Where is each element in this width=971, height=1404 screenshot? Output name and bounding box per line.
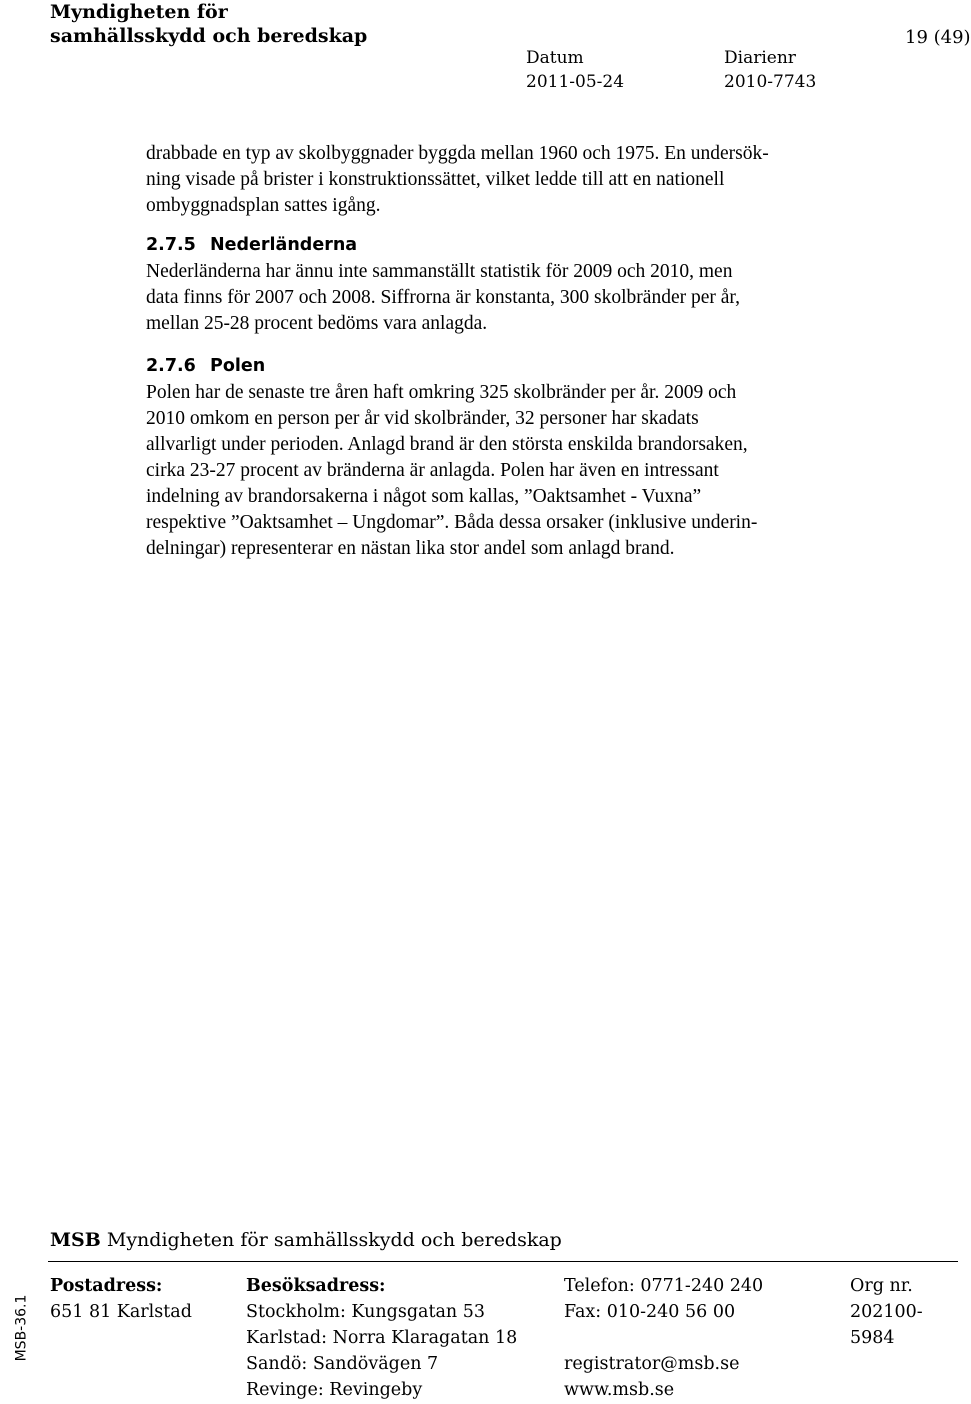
intro-line: ombyggnadsplan sattes igång. xyxy=(146,195,381,216)
paragraph-line: respektive ”Oaktsamhet – Ungdomar”. Båda dessa orsaker (inklusive underin- xyxy=(146,512,758,533)
paragraph-line: data finns för 2007 och 2008. Siffrorna är konstanta, 300 skolbränder per år, xyxy=(146,287,740,308)
footer-divider xyxy=(48,1261,958,1262)
org-name-line2: samhällsskydd och beredskap xyxy=(50,25,368,47)
date-label: Datum xyxy=(526,48,584,68)
paragraph-line: 2010 omkom en person per år vid skolbränder, 32 personer har skadats xyxy=(146,408,699,429)
section-number: 2.7.6 xyxy=(146,356,196,376)
paragraph-line: Polen har de senaste tre åren haft omkring 325 skolbränder per år. 2009 och xyxy=(146,382,737,403)
intro-line: drabbade en typ av skolbyggnader byggda mellan 1960 och 1975. En undersök- xyxy=(146,143,769,164)
page-number: 19 (49) xyxy=(905,27,971,48)
section-title: Polen xyxy=(210,356,266,376)
intro-line: ning visade på brister i konstruktionssättet, vilket ledde till att en nationell xyxy=(146,169,725,190)
paragraph-line: mellan 25-28 procent bedöms vara anlagda. xyxy=(146,313,488,334)
paragraph-line: indelning av brandorsakerna i något som kallas, ”Oaktsamhet - Vuxna” xyxy=(146,486,702,507)
intro-paragraph xyxy=(146,141,806,219)
footer-brand-line xyxy=(50,1227,562,1253)
date-value: 2011-05-24 xyxy=(526,72,625,92)
section-heading-nederlanderna xyxy=(146,233,357,257)
section-number: 2.7.5 xyxy=(146,235,196,255)
paragraph-line: allvarligt under perioden. Anlagd brand är den största enskilda brandorsaken, xyxy=(146,434,748,455)
paragraph-line: Nederländerna har ännu inte sammanställt statistik för 2009 och 2010, men xyxy=(146,261,733,282)
section-heading-polen xyxy=(146,354,265,378)
diarie-label: Diarienr xyxy=(724,48,796,68)
footer-brand: MSB xyxy=(50,1229,101,1251)
diarie-value: 2010-7743 xyxy=(724,72,817,92)
paragraph-line: delningar) representerar en nästan lika stor andel som anlagd brand. xyxy=(146,538,675,559)
section-title: Nederländerna xyxy=(210,235,358,255)
org-name-line1: Myndigheten för xyxy=(50,1,228,23)
footer-brand-name: Myndigheten för samhällsskydd och beredskap xyxy=(106,1229,562,1251)
section-paragraph-polen xyxy=(146,380,806,562)
paragraph-line: cirka 23-27 procent av bränderna är anlagda. Polen har även en intressant xyxy=(146,460,719,481)
section-paragraph-nederlanderna xyxy=(146,259,806,337)
